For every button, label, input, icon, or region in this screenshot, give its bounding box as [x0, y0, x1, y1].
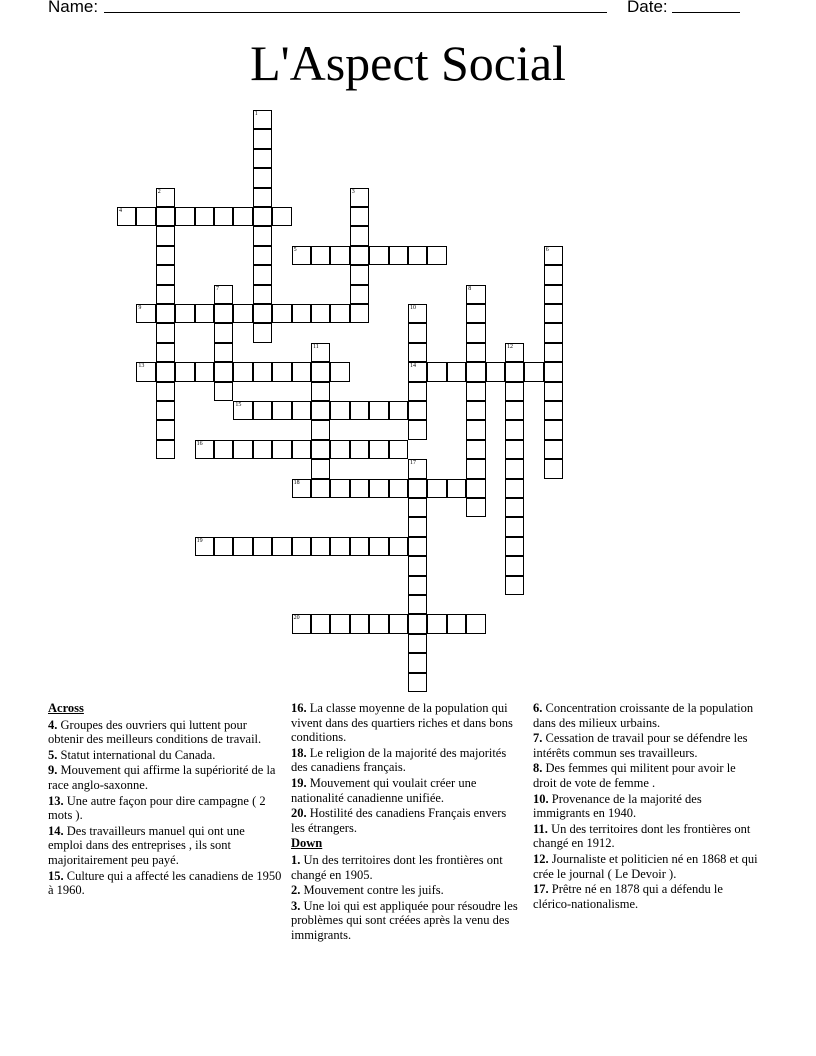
clue-item [48, 748, 282, 763]
grid-cell[interactable] [505, 401, 524, 420]
clue-number: 16. [291, 701, 307, 715]
grid-cell[interactable] [311, 420, 330, 439]
clue-text: Un des territoires dont les frontières ont changé en 1905. [291, 852, 503, 882]
clue-number: 12 [507, 343, 513, 350]
grid-cell[interactable] [350, 265, 369, 284]
clue-item [48, 824, 282, 868]
grid-cell[interactable] [369, 246, 388, 265]
grid-cell[interactable] [253, 149, 272, 168]
clue-item [291, 776, 523, 805]
grid-cell[interactable] [466, 343, 485, 362]
clue-number: 7. [533, 731, 543, 746]
grid-cell[interactable] [408, 401, 427, 420]
across-clue-list [48, 718, 282, 898]
grid-cell[interactable] [272, 537, 291, 556]
grid-cell[interactable] [330, 246, 349, 265]
grid-cell[interactable] [330, 304, 349, 323]
grid-cell[interactable] [311, 343, 330, 362]
grid-cell[interactable] [466, 382, 485, 401]
grid-cell[interactable] [253, 265, 272, 284]
clue-number: 3. [291, 898, 301, 913]
grid-cell[interactable] [505, 537, 524, 556]
grid-cell[interactable] [505, 479, 524, 498]
grid-cell[interactable] [156, 246, 175, 265]
grid-cell[interactable] [466, 498, 485, 517]
grid-cell[interactable] [311, 440, 330, 459]
grid-cell[interactable] [408, 673, 427, 692]
grid-cell[interactable] [311, 362, 330, 381]
grid-cell[interactable] [447, 479, 466, 498]
clue-text: Une autre façon pour dire campagne ( 2 mots ). [48, 793, 266, 823]
grid-cell[interactable] [408, 595, 427, 614]
clue-number: 10. [533, 791, 549, 806]
grid-cell[interactable] [427, 246, 446, 265]
date-field[interactable] [672, 12, 740, 13]
clue-item [533, 882, 758, 911]
grid-cell[interactable] [350, 440, 369, 459]
clue-item [48, 718, 282, 747]
grid-cell[interactable] [253, 401, 272, 420]
clue-text: Groupes des ouvriers qui luttent pour obtenir des meilleurs conditions de travail. [48, 717, 262, 747]
clue-text: Une loi qui est appliquée pour résoudre les problèmes qui sont créées après la venu des immigrants. [291, 898, 518, 942]
clue-number: 2. [291, 883, 301, 898]
grid-cell[interactable] [214, 537, 233, 556]
grid-cell[interactable] [505, 498, 524, 517]
grid-cell[interactable] [330, 537, 349, 556]
clue-item [48, 763, 282, 792]
clue-text: Un des territoires dont les frontières ont changé en 1912. [533, 821, 751, 851]
grid-cell[interactable] [233, 440, 252, 459]
date-label: Date: [627, 0, 668, 16]
clue-number: 2 [157, 188, 161, 195]
grid-cell[interactable] [233, 537, 252, 556]
grid-cell[interactable] [427, 614, 446, 633]
clue-number: 13. [48, 793, 64, 808]
grid-cell[interactable] [524, 362, 543, 381]
clue-number: 4. [48, 717, 58, 732]
grid-cell[interactable] [350, 226, 369, 245]
grid-cell[interactable] [408, 382, 427, 401]
grid-cell[interactable] [233, 401, 252, 420]
grid-cell[interactable] [214, 304, 233, 323]
grid-cell[interactable] [233, 304, 252, 323]
clue-item [533, 731, 758, 760]
grid-cell[interactable] [136, 362, 155, 381]
grid-cell[interactable] [466, 285, 485, 304]
grid-cell[interactable] [427, 362, 446, 381]
grid-cell[interactable] [292, 440, 311, 459]
grid-cell[interactable] [369, 537, 388, 556]
grid-cell[interactable] [214, 343, 233, 362]
grid-cell[interactable] [505, 556, 524, 575]
clue-text: Culture qui a affecté les canadiens de 1950 à 1960. [48, 868, 282, 898]
grid-cell[interactable] [408, 498, 427, 517]
grid-cell[interactable] [272, 207, 291, 226]
grid-cell[interactable] [505, 440, 524, 459]
grid-cell[interactable] [408, 343, 427, 362]
clue-text: Le religion de la majorité des majorités des canadiens français. [291, 745, 507, 775]
clue-text: Des femmes qui militent pour avoir le droit de vote de femme . [533, 761, 736, 790]
clue-item [533, 792, 758, 821]
grid-cell[interactable] [175, 362, 194, 381]
grid-cell[interactable] [466, 420, 485, 439]
clue-item [533, 852, 758, 881]
grid-cell[interactable] [253, 110, 272, 129]
grid-cell[interactable] [466, 401, 485, 420]
grid-cell[interactable] [156, 362, 175, 381]
grid-cell[interactable] [505, 382, 524, 401]
grid-cell[interactable] [466, 614, 485, 633]
clue-number: 4 [119, 208, 122, 214]
grid-cell[interactable] [369, 614, 388, 633]
grid-cell[interactable] [544, 246, 563, 265]
grid-cell[interactable] [350, 285, 369, 304]
clue-text: Statut international du Canada. [57, 747, 216, 762]
clues-column-1 [48, 701, 282, 899]
grid-cell[interactable] [292, 537, 311, 556]
worksheet-header [48, 0, 768, 19]
grid-cell[interactable] [466, 304, 485, 323]
grid-cell[interactable] [195, 537, 214, 556]
grid-cell[interactable] [156, 382, 175, 401]
grid-cell[interactable] [408, 634, 427, 653]
clue-item [291, 701, 523, 745]
grid-cell[interactable] [350, 207, 369, 226]
clue-number: 13 [138, 363, 145, 370]
grid-cell[interactable] [330, 614, 349, 633]
grid-cell[interactable] [311, 614, 330, 633]
grid-cell[interactable] [253, 285, 272, 304]
clue-item [48, 794, 282, 823]
down-heading: Down [291, 836, 323, 851]
clue-item [48, 869, 282, 898]
grid-cell[interactable] [389, 479, 408, 498]
grid-cell[interactable] [505, 362, 524, 381]
clue-text: Cessation de travail pour se défendre les intérêts commun ses travailleurs. [533, 731, 748, 760]
grid-cell[interactable] [408, 362, 427, 381]
clue-number: 19 [196, 537, 203, 544]
grid-cell[interactable] [214, 207, 233, 226]
clue-number: 5 [293, 246, 297, 253]
grid-cell[interactable] [253, 207, 272, 226]
grid-cell[interactable] [156, 440, 175, 459]
grid-cell[interactable] [175, 207, 194, 226]
clue-number: 9 [138, 305, 142, 311]
down-clue-list [291, 853, 523, 943]
clues-column-3 [533, 701, 758, 912]
grid-cell[interactable] [292, 479, 311, 498]
grid-cell[interactable] [408, 323, 427, 342]
clue-item [533, 761, 758, 790]
grid-cell[interactable] [505, 576, 524, 595]
clue-text: Des travailleurs manuel qui ont une emploi dans des entreprises , ils sont majoritairement peu payé. [48, 823, 245, 867]
clue-item [291, 853, 523, 882]
clue-text: Concentration croissante de la population dans des milieux urbains. [533, 701, 754, 730]
grid-cell[interactable] [311, 304, 330, 323]
grid-cell[interactable] [408, 479, 427, 498]
clue-item [291, 806, 523, 835]
grid-cell[interactable] [369, 479, 388, 498]
grid-cell[interactable] [292, 246, 311, 265]
grid-cell[interactable] [292, 401, 311, 420]
grid-cell[interactable] [195, 440, 214, 459]
clue-number: 18. [291, 745, 307, 760]
down-clue-list-continued [533, 701, 758, 911]
clue-text: Hostilité des canadiens Français envers les étrangers. [291, 806, 507, 835]
clue-item [291, 746, 523, 775]
clue-text: Mouvement qui voulait créer une nationalité canadienne unifiée. [291, 775, 477, 805]
clue-number: 20 [293, 615, 300, 622]
grid-cell[interactable] [350, 304, 369, 323]
grid-cell[interactable] [214, 323, 233, 342]
clue-number: 1 [254, 111, 258, 117]
grid-cell[interactable] [389, 614, 408, 633]
clue-number: 12. [533, 851, 549, 866]
across-clue-list-continued [291, 701, 523, 835]
grid-cell[interactable] [253, 323, 272, 342]
grid-cell[interactable] [253, 129, 272, 148]
grid-cell[interactable] [311, 382, 330, 401]
grid-cell[interactable] [350, 401, 369, 420]
clue-text: Mouvement qui affirme la supériorité de la race anglo-saxonne. [48, 763, 276, 792]
clue-number: 18 [293, 479, 300, 486]
grid-cell[interactable] [156, 207, 175, 226]
grid-cell[interactable] [350, 537, 369, 556]
grid-cell[interactable] [253, 537, 272, 556]
grid-cell[interactable] [214, 362, 233, 381]
grid-cell[interactable] [214, 440, 233, 459]
grid-cell[interactable] [389, 246, 408, 265]
clue-number: 8 [468, 285, 472, 292]
grid-cell[interactable] [466, 440, 485, 459]
grid-cell[interactable] [389, 537, 408, 556]
grid-cell[interactable] [156, 420, 175, 439]
grid-cell[interactable] [156, 304, 175, 323]
grid-cell[interactable] [408, 517, 427, 536]
grid-cell[interactable] [311, 246, 330, 265]
clue-number: 6. [533, 701, 543, 715]
clue-text: Provenance de la majorité des immigrants en 1940. [533, 791, 702, 821]
grid-cell[interactable] [544, 440, 563, 459]
grid-cell[interactable] [544, 382, 563, 401]
grid-cell[interactable] [408, 576, 427, 595]
grid-cell[interactable] [350, 188, 369, 207]
grid-cell[interactable] [156, 265, 175, 284]
grid-cell[interactable] [272, 304, 291, 323]
grid-cell[interactable] [505, 459, 524, 478]
clues-column-2 [291, 701, 523, 944]
grid-cell[interactable] [466, 323, 485, 342]
grid-cell[interactable] [505, 343, 524, 362]
grid-cell[interactable] [389, 401, 408, 420]
grid-cell[interactable] [272, 362, 291, 381]
grid-cell[interactable] [253, 304, 272, 323]
clue-text: Mouvement contre les juifs. [300, 883, 444, 898]
grid-cell[interactable] [466, 479, 485, 498]
grid-cell[interactable] [156, 323, 175, 342]
grid-cell[interactable] [175, 304, 194, 323]
grid-cell[interactable] [408, 653, 427, 672]
clue-number: 11 [313, 343, 319, 350]
grid-cell[interactable] [292, 362, 311, 381]
grid-cell[interactable] [408, 537, 427, 556]
grid-cell[interactable] [311, 479, 330, 498]
grid-cell[interactable] [233, 362, 252, 381]
grid-cell[interactable] [214, 285, 233, 304]
grid-cell[interactable] [156, 226, 175, 245]
clue-number: 17 [410, 460, 416, 467]
grid-cell[interactable] [253, 226, 272, 245]
grid-cell[interactable] [389, 440, 408, 459]
clue-number: 3 [351, 188, 355, 195]
grid-cell[interactable] [253, 362, 272, 381]
grid-cell[interactable] [156, 285, 175, 304]
clue-number: 15. [48, 868, 64, 883]
clue-number: 7 [216, 285, 219, 292]
clue-number: 14 [410, 363, 416, 370]
clue-number: 10 [410, 305, 416, 311]
grid-cell[interactable] [408, 246, 427, 265]
grid-cell[interactable] [156, 401, 175, 420]
grid-cell[interactable] [544, 420, 563, 439]
grid-cell[interactable] [195, 362, 214, 381]
grid-cell[interactable] [466, 459, 485, 478]
across-heading: Across [48, 701, 84, 715]
grid-cell[interactable] [369, 401, 388, 420]
grid-cell[interactable] [330, 401, 349, 420]
grid-cell[interactable] [136, 207, 155, 226]
clue-number: 1. [291, 852, 301, 867]
clue-number: 6 [545, 246, 549, 253]
grid-cell[interactable] [505, 517, 524, 536]
grid-cell[interactable] [408, 304, 427, 323]
clue-number: 17. [533, 882, 549, 897]
grid-cell[interactable] [350, 479, 369, 498]
grid-cell[interactable] [350, 614, 369, 633]
clue-text: Prêtre né en 1878 qui a défendu le clérico-nationalisme. [533, 882, 723, 911]
clue-number: 16 [196, 440, 203, 447]
puzzle-title: L'Aspect Social [250, 35, 566, 91]
grid-cell[interactable] [544, 401, 563, 420]
clue-item [533, 822, 758, 851]
grid-cell[interactable] [544, 343, 563, 362]
grid-cell[interactable] [544, 285, 563, 304]
clue-number: 5. [48, 747, 58, 762]
grid-cell[interactable] [447, 362, 466, 381]
clue-item [291, 899, 523, 943]
grid-cell[interactable] [117, 207, 136, 226]
grid-cell[interactable] [292, 304, 311, 323]
grid-cell[interactable] [311, 537, 330, 556]
clue-number: 11. [533, 821, 548, 836]
clue-item [533, 701, 758, 730]
grid-cell[interactable] [330, 479, 349, 498]
clue-number: 19. [291, 775, 307, 790]
clue-number: 15 [235, 402, 242, 408]
grid-cell[interactable] [544, 265, 563, 284]
grid-cell[interactable] [292, 614, 311, 633]
grid-cell[interactable] [369, 440, 388, 459]
grid-cell[interactable] [350, 246, 369, 265]
grid-cell[interactable] [505, 420, 524, 439]
name-field[interactable] [104, 12, 607, 13]
grid-cell[interactable] [195, 304, 214, 323]
grid-cell[interactable] [136, 304, 155, 323]
grid-cell[interactable] [447, 614, 466, 633]
grid-cell[interactable] [272, 440, 291, 459]
grid-cell[interactable] [156, 188, 175, 207]
grid-cell[interactable] [544, 459, 563, 478]
grid-cell[interactable] [233, 207, 252, 226]
grid-cell[interactable] [330, 440, 349, 459]
clue-item [291, 883, 523, 898]
clue-number: 20. [291, 806, 307, 821]
grid-cell[interactable] [253, 188, 272, 207]
grid-cell[interactable] [195, 207, 214, 226]
grid-cell[interactable] [214, 382, 233, 401]
grid-cell[interactable] [427, 479, 446, 498]
name-label: Name: [48, 0, 99, 16]
grid-cell[interactable] [311, 401, 330, 420]
clue-text: La classe moyenne de la population qui vivent dans des quartiers riches et dans bons conditions. [291, 701, 513, 745]
grid-cell[interactable] [408, 459, 427, 478]
clue-number: 14. [48, 823, 64, 838]
grid-cell[interactable] [466, 362, 485, 381]
grid-cell[interactable] [253, 246, 272, 265]
grid-cell[interactable] [408, 556, 427, 575]
clue-number: 9. [48, 763, 58, 778]
grid-cell[interactable] [486, 362, 505, 381]
grid-cell[interactable] [544, 304, 563, 323]
grid-cell[interactable] [408, 614, 427, 633]
grid-cell[interactable] [272, 401, 291, 420]
grid-cell[interactable] [156, 343, 175, 362]
grid-cell[interactable] [330, 362, 349, 381]
grid-cell[interactable] [311, 459, 330, 478]
grid-cell[interactable] [253, 440, 272, 459]
grid-cell[interactable] [253, 168, 272, 187]
clue-text: Journaliste et politicien né en 1868 et qui crée le journal ( Le Devoir ). [533, 851, 758, 881]
grid-cell[interactable] [544, 323, 563, 342]
grid-cell[interactable] [544, 362, 563, 381]
grid-cell[interactable] [408, 420, 427, 439]
clue-number: 8. [533, 761, 543, 776]
